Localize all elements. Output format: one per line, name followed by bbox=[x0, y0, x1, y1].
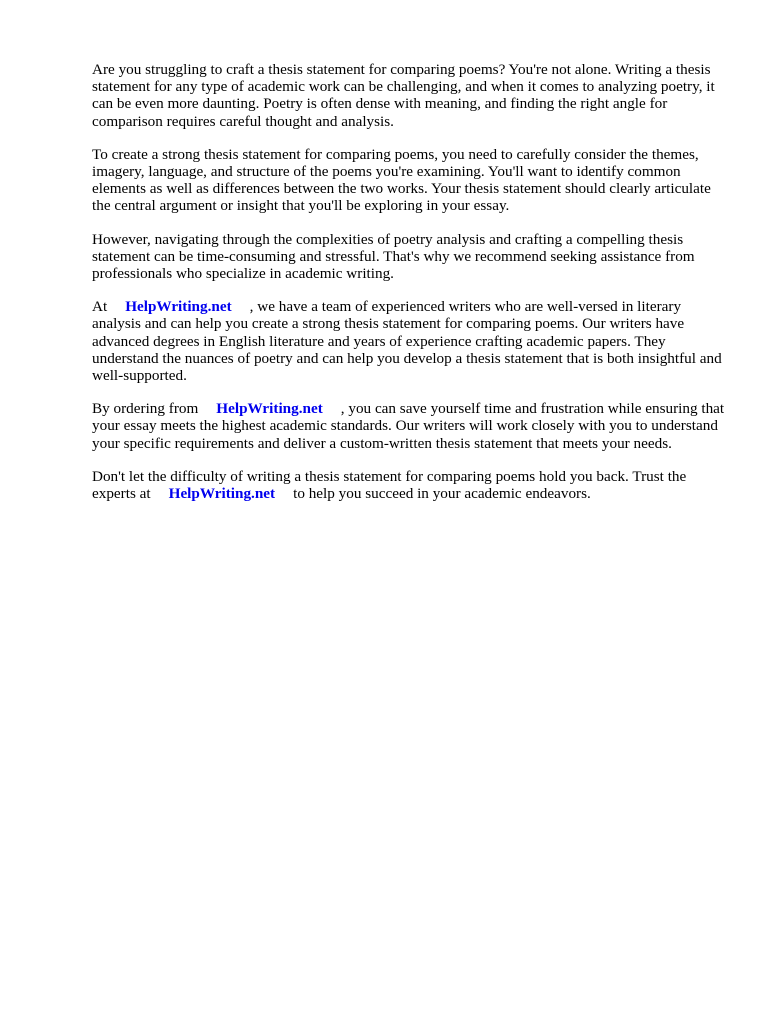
paragraph-team bbox=[92, 298, 728, 384]
paragraph-assistance: However, navigating through the complexities of poetry analysis and crafting a compelling thesis statement can be time-consuming and stressful. That's why we recommend seeking assistance from professionals who specialize in academic writing. bbox=[92, 230, 695, 283]
paragraph-closing bbox=[92, 468, 728, 502]
paragraph-closing-lead: Don't let the difficulty of writing a thesis statement for comparing poems hold you back. Trust the experts at bbox=[92, 467, 687, 503]
paragraph-closing-text: to help you succeed in your academic endeavors. bbox=[293, 485, 591, 503]
paragraph-ordering-text: , you can save yourself time and frustration while ensuring that your essay meets the highest academic standards. Our writers will work closely with you to understand your specific requirements and deliver a custom-written thesis statement that meets your needs. bbox=[92, 400, 725, 452]
paragraph-team-text: , we have a team of experienced writers who are well-versed in literary analysis and can help you create a strong thesis statement for comparing poems. Our writers have advanced degrees in English literature and years of experience crafting academic papers. They understand the nuances of poetry and can help you develop a thesis statement that is both insightful and well-supported. bbox=[92, 298, 722, 385]
helpwriting-link[interactable]: HelpWriting.net bbox=[216, 400, 323, 418]
paragraph-intro: Are you struggling to craft a thesis statement for comparing poems? You're not alone. Writing a thesis statement for any type of academic work can be challenging, and when it comes to analyzing poetry, it can be even more daunting. Poetry is often dense with meaning, and finding the right angle for comparison requires careful thought and analysis. bbox=[92, 61, 715, 130]
paragraph-ordering-lead: By ordering from bbox=[92, 400, 199, 418]
document-body bbox=[92, 61, 728, 518]
helpwriting-link[interactable]: HelpWriting.net bbox=[168, 485, 276, 503]
paragraph-team-lead: At bbox=[92, 298, 108, 316]
paragraph-thesis-advice: To create a strong thesis statement for comparing poems, you need to carefully consider the themes, imagery, language, and structure of the poems you're examining. You'll want to identify common elements as well as differences between the two works. Your thesis statement should clearly articulate the central argument or insight that you'll be exploring in your essay. bbox=[92, 145, 711, 215]
paragraph-ordering bbox=[92, 400, 728, 452]
helpwriting-link[interactable]: HelpWriting.net bbox=[125, 298, 232, 316]
